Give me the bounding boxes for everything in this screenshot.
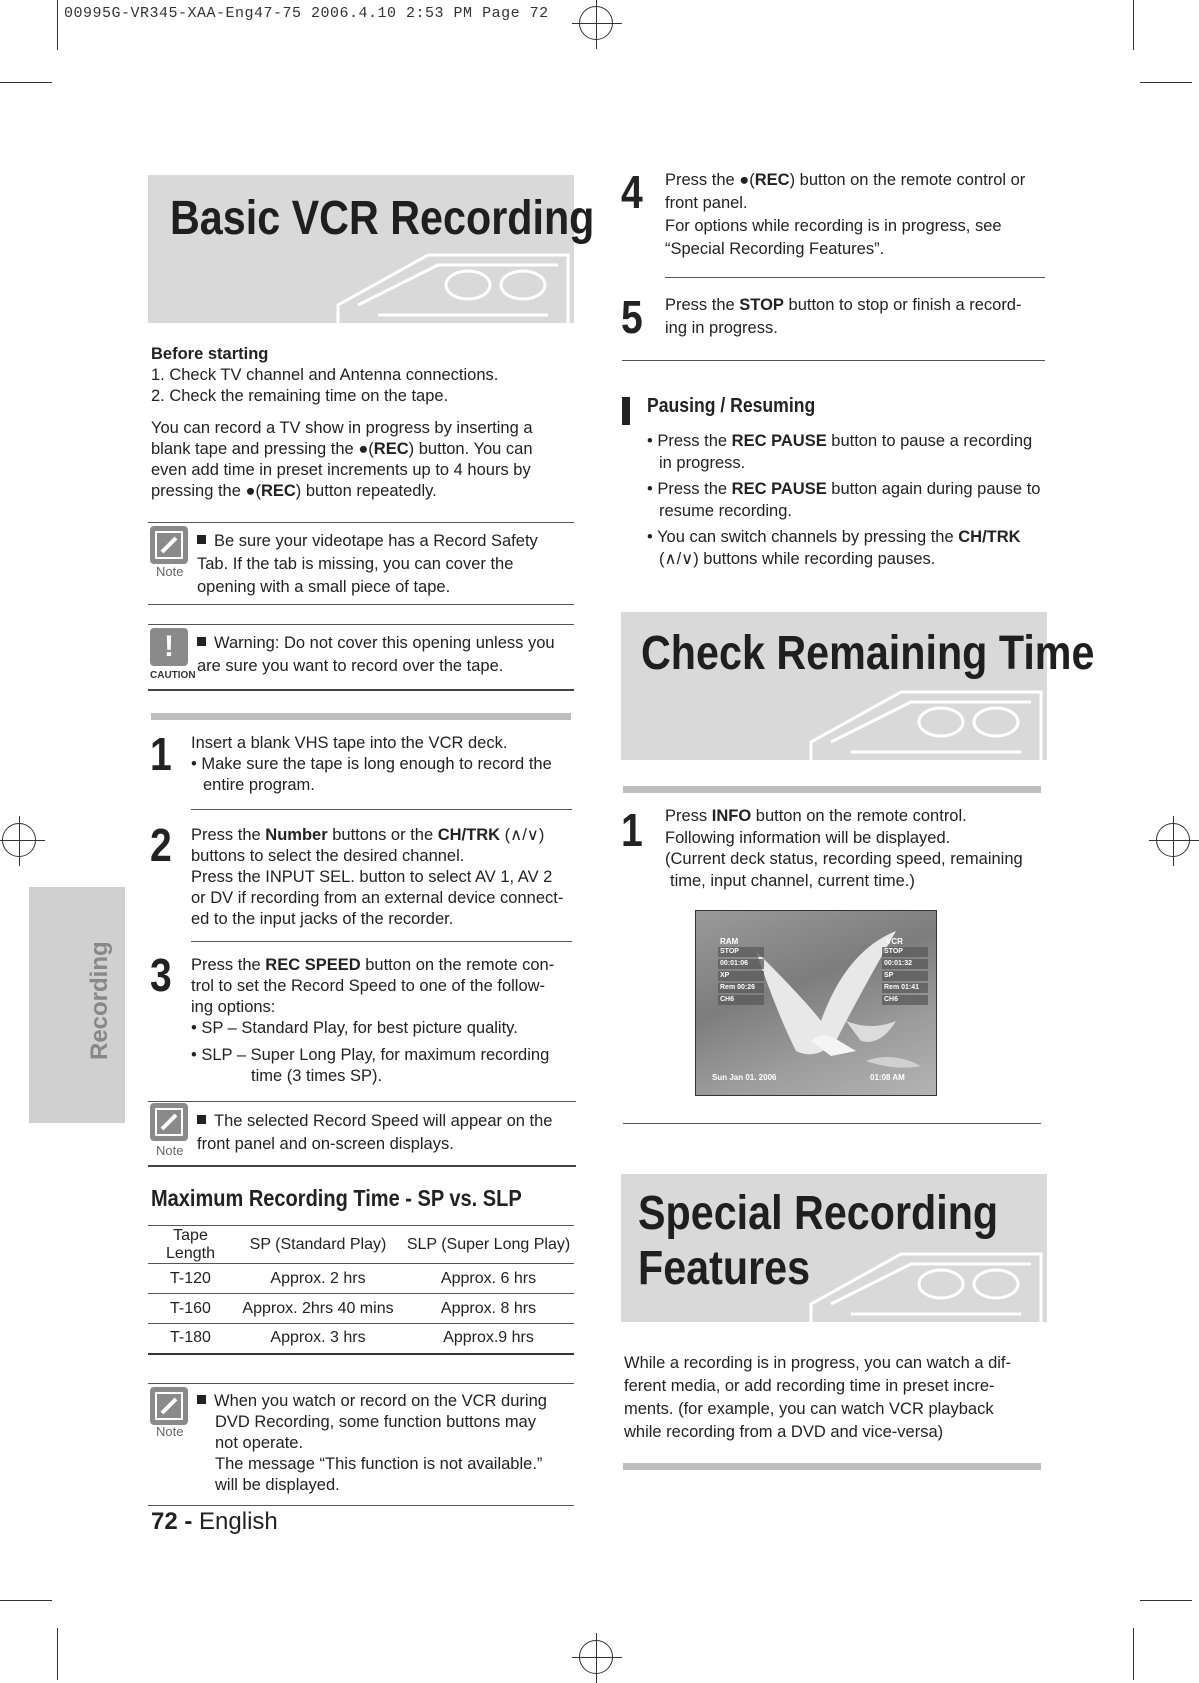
step-number: 1 [150, 728, 172, 780]
table-cell: Approx. 2 hrs [233, 1264, 403, 1294]
step-number: 1 [621, 804, 643, 856]
table-header-cell: SLP (Super Long Play) [403, 1227, 574, 1264]
table-row [148, 1264, 574, 1294]
note-text: The selected Record Speed will appear on the front panel and on-screen displays. [197, 1112, 553, 1153]
section-bar [623, 1463, 1041, 1470]
crop-mark [0, 1600, 52, 1601]
osd-status: SP [882, 971, 928, 981]
section-bar [151, 713, 571, 720]
note-caption: Note [156, 1424, 184, 1439]
note-caption: Note [156, 564, 184, 579]
note-pencil-icon [150, 1387, 188, 1425]
table-cell: Approx. 6 hrs [403, 1264, 574, 1294]
osd-status: STOP [882, 947, 928, 957]
osd-ram-label: RAM [720, 937, 739, 946]
section-bar [623, 786, 1041, 793]
table-cell: Approx.9 hrs [403, 1324, 574, 1354]
before-starting-item: 1. Check TV channel and Antenna connections. [151, 366, 499, 384]
note-pencil-icon [150, 526, 188, 564]
table-cell: Approx. 8 hrs [403, 1294, 574, 1324]
osd-status: Rem 00:26 [718, 983, 764, 993]
table-cell: T-120 [148, 1264, 233, 1294]
osd-status: STOP [718, 947, 764, 957]
step-4-text: Press the ●(REC) button on the remote control or front panel. For options while recording is in progress, see “Special Recording Features”. [665, 171, 1026, 258]
osd-status: 00:01:06 [718, 959, 764, 969]
registration-mark [579, 6, 613, 40]
step-number: 5 [621, 291, 643, 343]
step-2-text: Press the Number buttons or the CH/TRK (∧/∨) buttons to select the desired channel. Press the INPUT SEL. button to select AV 1, AV 2 or DV if recording from an external device connect- ed to the input jacks of the recorder. [191, 826, 564, 928]
caution-exclamation-icon: ! [150, 628, 188, 666]
before-starting-item: 2. Check the remaining time on the tape. [151, 387, 449, 405]
divider [191, 809, 572, 810]
note-text: Be sure your videotape has a Record Safety Tab. If the tab is missing, you can cover the opening with a small piece of tape. [197, 532, 538, 596]
crop-mark [0, 82, 52, 83]
divider [148, 1383, 574, 1384]
divider [148, 1101, 576, 1102]
print-header: 00995G-VR345-XAA-Eng47-75 2006.4.10 2:53 PM Page 72 [64, 5, 549, 22]
crop-mark [1140, 1600, 1192, 1601]
divider [148, 604, 574, 605]
step-number: 4 [621, 166, 643, 218]
vhs-tape-illustration [791, 1234, 1051, 1324]
caution-text: Warning: Do not cover this opening unless you are sure you want to record over the tape. [197, 634, 555, 675]
vhs-tape-illustration [791, 672, 1051, 762]
note-text: When you watch or record on the VCR during DVD Recording, some function buttons may not operate. The message “This function is not available.” will be displayed. [197, 1391, 572, 1496]
divider [148, 1165, 576, 1167]
divider [665, 277, 1045, 278]
caution-caption: CAUTION [150, 670, 196, 681]
table-header-cell: Tape Length [148, 1227, 233, 1264]
osd-date: Sun Jan 01. 2006 [712, 1073, 777, 1082]
osd-vcr-label: VCR [886, 937, 903, 946]
check-step-text: Press INFO button on the remote control. Following information will be displayed. (Current deck status, recording speed, remaining time, input channel, current time.) [665, 807, 1023, 890]
divider [623, 1123, 1041, 1124]
step-number: 2 [150, 819, 172, 871]
table-row [148, 1324, 574, 1354]
divider [148, 522, 574, 523]
pausing-marker [622, 397, 630, 425]
divider [148, 1225, 574, 1226]
osd-status: CH6 [718, 995, 764, 1005]
table-header-row [148, 1227, 574, 1264]
recording-time-table [148, 1227, 574, 1355]
registration-mark [1156, 823, 1190, 857]
intro-paragraph: You can record a TV show in progress by inserting a blank tape and pressing the ●(REC) button. You can even add time in preset increments up to 4 hours by pressing the ●(REC) button repeatedly. [151, 419, 533, 500]
divider [148, 1505, 574, 1506]
crop-mark [1140, 82, 1192, 83]
before-starting-heading: Before starting [151, 345, 269, 363]
registration-mark [2, 823, 36, 857]
divider [148, 689, 574, 691]
crop-mark [1133, 1628, 1134, 1680]
table-cell: T-160 [148, 1294, 233, 1324]
table-row [148, 1294, 574, 1324]
table-cell: Approx. 3 hrs [233, 1324, 403, 1354]
table-heading: Maximum Recording Time - SP vs. SLP [151, 1185, 522, 1211]
table-cell: Approx. 2hrs 40 mins [233, 1294, 403, 1324]
note-pencil-icon [150, 1103, 188, 1141]
divider [622, 360, 1045, 361]
osd-status: XP [718, 971, 764, 981]
step-3-text: Press the REC SPEED button on the remote con- trol to set the Record Speed to one of the follow- ing options: • SP – Standard Play, for best picture quality. • SLP – Super Long Play, for maximum recording time (3 times SP). [191, 956, 555, 1085]
step-1-text: Insert a blank VHS tape into the VCR deck. • Make sure the tape is long enough to record the entire program. [191, 734, 552, 794]
table-cell: T-180 [148, 1324, 233, 1354]
page-title: Basic VCR Recording [170, 192, 595, 245]
pausing-heading: Pausing / Resuming [647, 395, 816, 417]
vhs-tape-illustration [318, 235, 578, 325]
crop-mark [57, 1628, 58, 1680]
note-caption: Note [156, 1143, 184, 1158]
section-title: Features [638, 1242, 811, 1295]
section-title: Special Recording [638, 1187, 999, 1240]
section-title: Check Remaining Time [641, 627, 1095, 680]
osd-status: CH6 [882, 995, 928, 1005]
divider [148, 624, 574, 625]
table-header-cell: SP (Standard Play) [233, 1227, 403, 1264]
crop-mark [57, 0, 58, 50]
section-title-box [621, 612, 1095, 760]
section-title-box [621, 1174, 1047, 1322]
crop-mark [1133, 0, 1134, 50]
registration-mark [579, 1640, 613, 1674]
osd-status: Rem 01:41 [882, 983, 928, 993]
section-title-box [148, 175, 595, 323]
osd-status: 00:01:32 [882, 959, 928, 969]
pausing-bullets: • Press the REC PAUSE button to pause a recording in progress. • Press the REC PAUSE button again during pause to resume recording. • You can switch channels by pressing the CH/TRK (∧/∨) buttons while recording pauses. [647, 432, 1041, 568]
osd-time: 01:08 AM [870, 1073, 905, 1082]
special-text: While a recording is in progress, you can watch a dif- ferent media, or add recording time in preset incre- ments. (for example, you can watch VCR playback while recording from a DVD and vice-versa) [624, 1354, 1012, 1441]
divider [191, 941, 572, 942]
info-screen-image [695, 910, 937, 1096]
step-number: 3 [150, 949, 172, 1001]
page-number: 72 - English [151, 1508, 278, 1535]
side-tab-label: Recording [86, 941, 113, 1060]
step-5-text: Press the STOP button to stop or finish a record- ing in progress. [665, 296, 1022, 337]
